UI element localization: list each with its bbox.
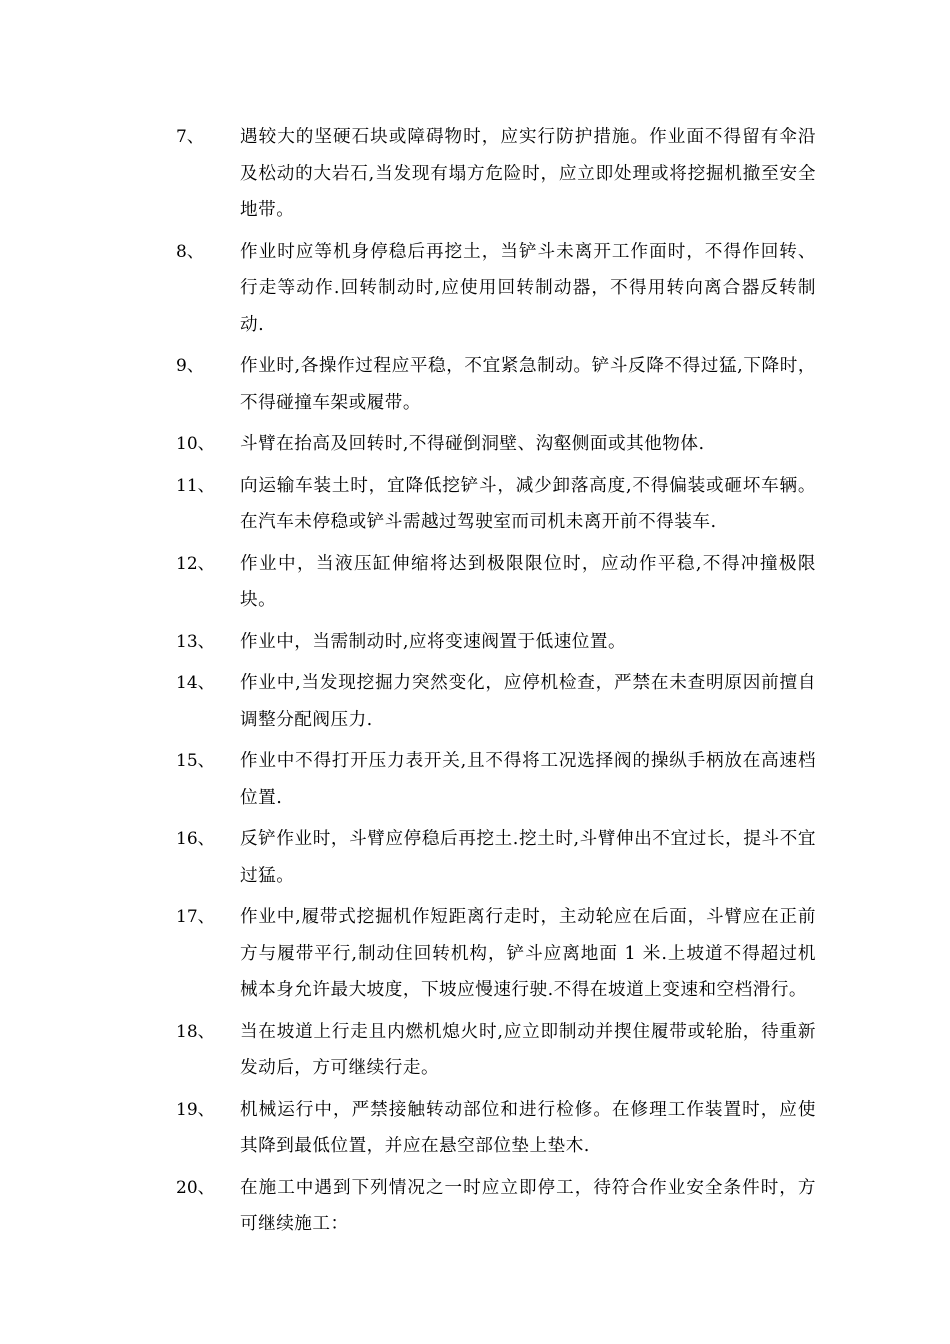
item-text: 作业中,履带式挖掘机作短距离行走时，主动轮应在后面，斗臂应在正前方与履带平行,制动住回转机构，铲斗应离地面 1 米.上坡道不得超过机械本身允许最大坡度，下坡应慢速行驶.不得在坡道上变速和空档滑行。 <box>240 907 816 1000</box>
item-number: 15、 <box>176 751 215 771</box>
item-number: 13、 <box>176 631 215 652</box>
item-number: 20、 <box>176 1177 215 1198</box>
list-item <box>176 348 816 421</box>
item-number: 12、 <box>176 553 215 574</box>
list-item <box>176 546 816 619</box>
item-text: 遇较大的坚硬石块或障碍物时，应实行防护措施。作业面不得留有伞沿及松动的大岩石,当发现有塌方危险时，应立即处理或将挖掘机撤至安全地带。 <box>240 127 816 220</box>
item-text: 作业中,当发现挖掘力突然变化，应停机检查，严禁在未查明原因前擅自调整分配阀压力. <box>240 673 816 730</box>
list-item <box>176 624 816 661</box>
item-number: 16、 <box>176 829 215 849</box>
item-number: 10、 <box>176 434 215 454</box>
item-text: 作业中不得打开压力表开关,且不得将工况选择阀的操纵手柄放在高速档位置. <box>240 751 816 808</box>
list-item <box>176 426 816 463</box>
list-item <box>176 743 816 816</box>
list-item <box>176 821 816 894</box>
list-item <box>176 234 816 344</box>
item-number: 11、 <box>176 475 215 496</box>
item-number: 19、 <box>176 1099 215 1120</box>
list-item <box>176 1092 816 1165</box>
list-item <box>176 1014 816 1087</box>
item-text: 反铲作业时，斗臂应停稳后再挖土.挖土时,斗臂伸出不宜过长，提斗不宜过猛。 <box>240 829 816 886</box>
item-number: 18、 <box>176 1021 215 1042</box>
item-text: 作业中，当需制动时,应将变速阀置于低速位置。 <box>240 631 627 652</box>
item-text: 作业中，当液压缸伸缩将达到极限限位时，应动作平稳,不得冲撞极限块。 <box>240 553 816 610</box>
list-item <box>176 665 816 738</box>
item-number: 9、 <box>176 356 204 376</box>
safety-rules-list <box>176 119 816 1248</box>
item-text: 当在坡道上行走且内燃机熄火时,应立即制动并揳住履带或轮胎，待重新发动后，方可继续行走。 <box>240 1021 816 1078</box>
item-number: 14、 <box>176 673 215 693</box>
item-text: 向运输车装土时，宜降低挖铲斗，减少卸落高度,不得偏装或砸坏车辆。在汽车未停稳或铲斗需越过驾驶室而司机未离开前不得装车. <box>240 475 816 532</box>
item-text: 作业时,各操作过程应平稳，不宜紧急制动。铲斗反降不得过猛,下降时，不得碰撞车架或履带。 <box>240 356 816 413</box>
list-item <box>176 119 816 229</box>
item-text: 机械运行中，严禁接触转动部位和进行检修。在修理工作装置时，应使其降到最低位置，并应在悬空部位垫上垫木. <box>240 1099 816 1156</box>
item-text: 在施工中遇到下列情况之一时应立即停工，待符合作业安全条件时，方可继续施工： <box>240 1177 816 1234</box>
item-number: 8、 <box>176 241 204 262</box>
item-text: 作业时应等机身停稳后再挖土，当铲斗未离开工作面时，不得作回转、行走等动作.回转制动时,应使用回转制动器，不得用转向离合器反转制动. <box>240 241 816 335</box>
list-item <box>176 899 816 1009</box>
item-text: 斗臂在抬高及回转时,不得碰倒洞壁、沟壑侧面或其他物体. <box>240 434 705 454</box>
item-number: 17、 <box>176 907 215 927</box>
list-item <box>176 1170 816 1243</box>
list-item <box>176 468 816 541</box>
item-number: 7、 <box>176 127 204 147</box>
